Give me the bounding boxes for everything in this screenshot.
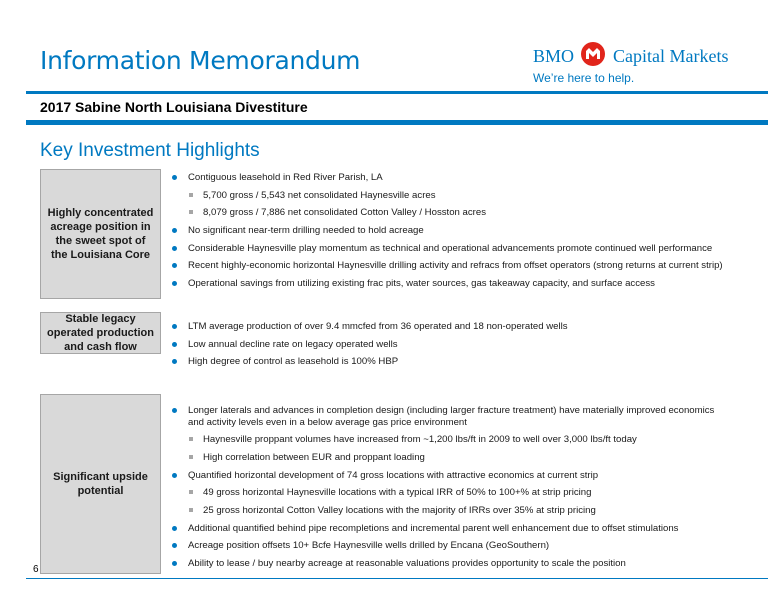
bullet-item: Ability to lease / buy nearby acreage at reasonable valuations provides opportunity to scale the position	[170, 558, 725, 570]
sub-bullet-item: 5,700 gross / 5,543 net consolidated Haynesville acres	[170, 190, 725, 202]
header-rule-top	[26, 91, 768, 94]
bullet-item: Operational savings from utilizing existing frac pits, water sources, gas takeaway capacity, and surface access	[170, 278, 725, 290]
highlight-label-text: Significant upside potential	[53, 471, 148, 497]
bullet-item: Low annual decline rate on legacy operated wells	[170, 339, 725, 351]
bullet-item: Additional quantified behind pipe recompletions and incremental parent well enhancement due to offset stimulations	[170, 523, 725, 535]
bullet-item: Recent highly-economic horizontal Haynesville drilling activity and refracs from offset operators (strong returns at current strip)	[170, 260, 725, 272]
sub-bullet-item: 8,079 gross / 7,886 net consolidated Cotton Valley / Hosston acres	[170, 207, 725, 219]
page-number: 6	[33, 564, 39, 575]
bullet-item: High degree of control as leasehold is 100% HBP	[170, 356, 725, 368]
page-header	[0, 0, 776, 90]
highlight-label-text: Highly concentrated acreage position in the sweet spot of the Louisiana Core	[47, 207, 154, 261]
bullet-item: Considerable Haynesville play momentum as technical and operational advancements promote continued well performance	[170, 243, 725, 255]
section-title: Key Investment Highlights	[40, 140, 260, 161]
sub-bullet-item: Haynesville proppant volumes have increased from ~1,200 lbs/ft in 2009 to well over 3,000 lbs/ft today	[170, 434, 725, 446]
highlight-label-upside	[40, 394, 161, 574]
bullet-item: Acreage position offsets 10+ Bcfe Haynesville wells drilled by Encana (GeoSouthern)	[170, 540, 725, 552]
document-title: Information Memorandum	[40, 46, 361, 75]
highlight-bullets-upside	[170, 405, 725, 576]
logo-tagline: We’re here to help.	[533, 71, 635, 85]
header-rule-bottom	[26, 120, 768, 125]
bullet-item: LTM average production of over 9.4 mmcfed from 36 operated and 18 non-operated wells	[170, 321, 725, 333]
bullet-item: Contiguous leasehold in Red River Parish, LA	[170, 172, 725, 184]
bmo-logo	[533, 38, 763, 88]
bullet-item: Quantified horizontal development of 74 gross locations with attractive economics at current strip	[170, 470, 725, 482]
logo-bmo-text: BMO	[533, 46, 575, 66]
sub-bullet-item: 25 gross horizontal Cotton Valley locations with the majority of IRRs over 35% at strip pricing	[170, 505, 725, 517]
logo-capital-markets-text: Capital Markets	[613, 46, 729, 66]
highlight-bullets-acreage	[170, 172, 725, 296]
document-subtitle: 2017 Sabine North Louisiana Divestiture	[40, 99, 308, 115]
highlight-label-acreage	[40, 169, 161, 299]
footer-rule	[26, 578, 768, 579]
bullet-item: No significant near-term drilling needed to hold acreage	[170, 225, 725, 237]
highlight-bullets-production	[170, 321, 725, 374]
sub-bullet-item: High correlation between EUR and proppant loading	[170, 452, 725, 464]
bullet-item: Longer laterals and advances in completion design (including larger fracture treatment) have materially improved economics and activity levels even in a below average gas price environment	[170, 405, 725, 428]
bmo-roundel-icon	[581, 42, 605, 66]
highlight-label-production	[40, 312, 161, 354]
highlight-label-text: Stable legacy operated production and cash flow	[47, 313, 154, 353]
sub-bullet-item: 49 gross horizontal Haynesville locations with a typical IRR of 50% to 100+% at strip pricing	[170, 487, 725, 499]
